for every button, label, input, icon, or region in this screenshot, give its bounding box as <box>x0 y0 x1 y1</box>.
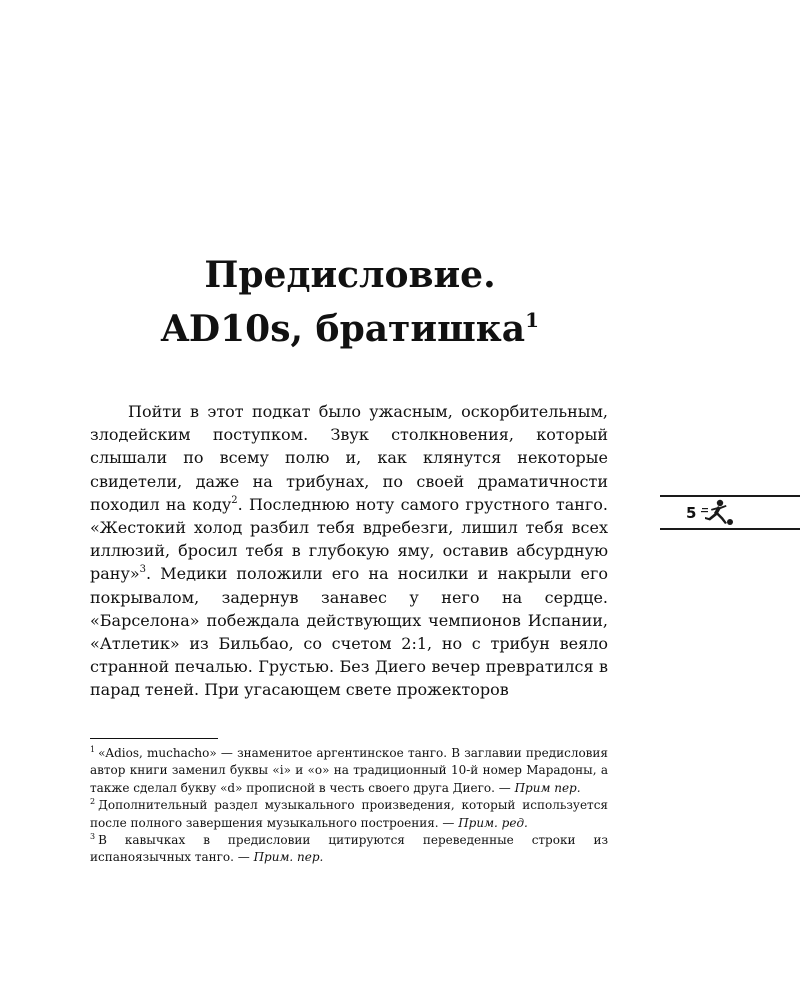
body-text-segment-3: . Медики положили его на носилки и накрыли его покрывалом, задернув занавес у него на сердце. «Барселона» побеждала действующих чемпионов Испании, «Атлетик» из Бильбао, со счетом 2:1, но с трибун веяло странной печалью. Грустью. Без Диего вечер превратился в парад теней. При угасающем свете прожекторов <box>90 564 608 700</box>
title-footnote-ref: 1 <box>525 308 540 332</box>
footnote-note: Прим пер. <box>514 780 581 795</box>
footnote-2 <box>90 797 608 832</box>
footnote-text: В кавычках в предисловии цитируются переведенные строки из испаноязычных танго. — <box>90 833 608 865</box>
footnote-1 <box>90 745 608 797</box>
body-text <box>90 400 608 702</box>
footnote-note: Прим. пер. <box>253 850 324 865</box>
body-text-segment-1: Пойти в этот подкат было ужасным, оскорбительным, злодейским поступком. Звук столкновения, который слышали по всему полю и, как клянутся некоторые свидетели, даже на трибунах, по своей драматичности походил на коду <box>90 402 608 514</box>
footnote-text: «Adios, muchacho» — знаменитое аргентинское танго. В заглавии предисловия автор книги заменил буквы «i» и «o» на традиционный 10-й номер Марадоны, а также сделал букву «d» прописной в честь своего друга Диего. — <box>90 746 608 795</box>
page-tab-bottom-rule <box>660 528 800 530</box>
soccer-player-icon <box>701 499 735 527</box>
body-text-segment-2: . Последнюю ноту самого грустного танго. «Жестокий холод разбил тебя вдребезги, лишил тебя всех иллюзий, бросил тебя в глубокую яму, оставив абсурдную рану» <box>90 494 609 584</box>
footnote-text: Дополнительный раздел музыкального произведения, который используется после полного завершения музыкального построения. — <box>90 798 608 830</box>
page-number: 5 <box>686 504 697 522</box>
page-tab-top-rule <box>660 495 800 497</box>
footnote-number: 1 <box>90 745 96 754</box>
footnote-number: 3 <box>90 832 96 842</box>
chapter-title-line1: Предисловие. <box>204 254 496 296</box>
footnotes <box>90 745 608 867</box>
footnote-number: 2 <box>90 797 96 807</box>
body-paragraph <box>90 400 608 702</box>
page-number-tab <box>660 495 800 531</box>
footnote-3 <box>90 832 608 867</box>
footnote-ref-3: 3 <box>139 564 147 576</box>
chapter-title <box>90 248 610 356</box>
footnote-ref-2: 2 <box>231 494 238 506</box>
footnote-note: Прим. ред. <box>458 815 528 830</box>
chapter-title-line2: AD10s, братишка <box>160 308 526 350</box>
footnote-divider <box>90 738 218 739</box>
